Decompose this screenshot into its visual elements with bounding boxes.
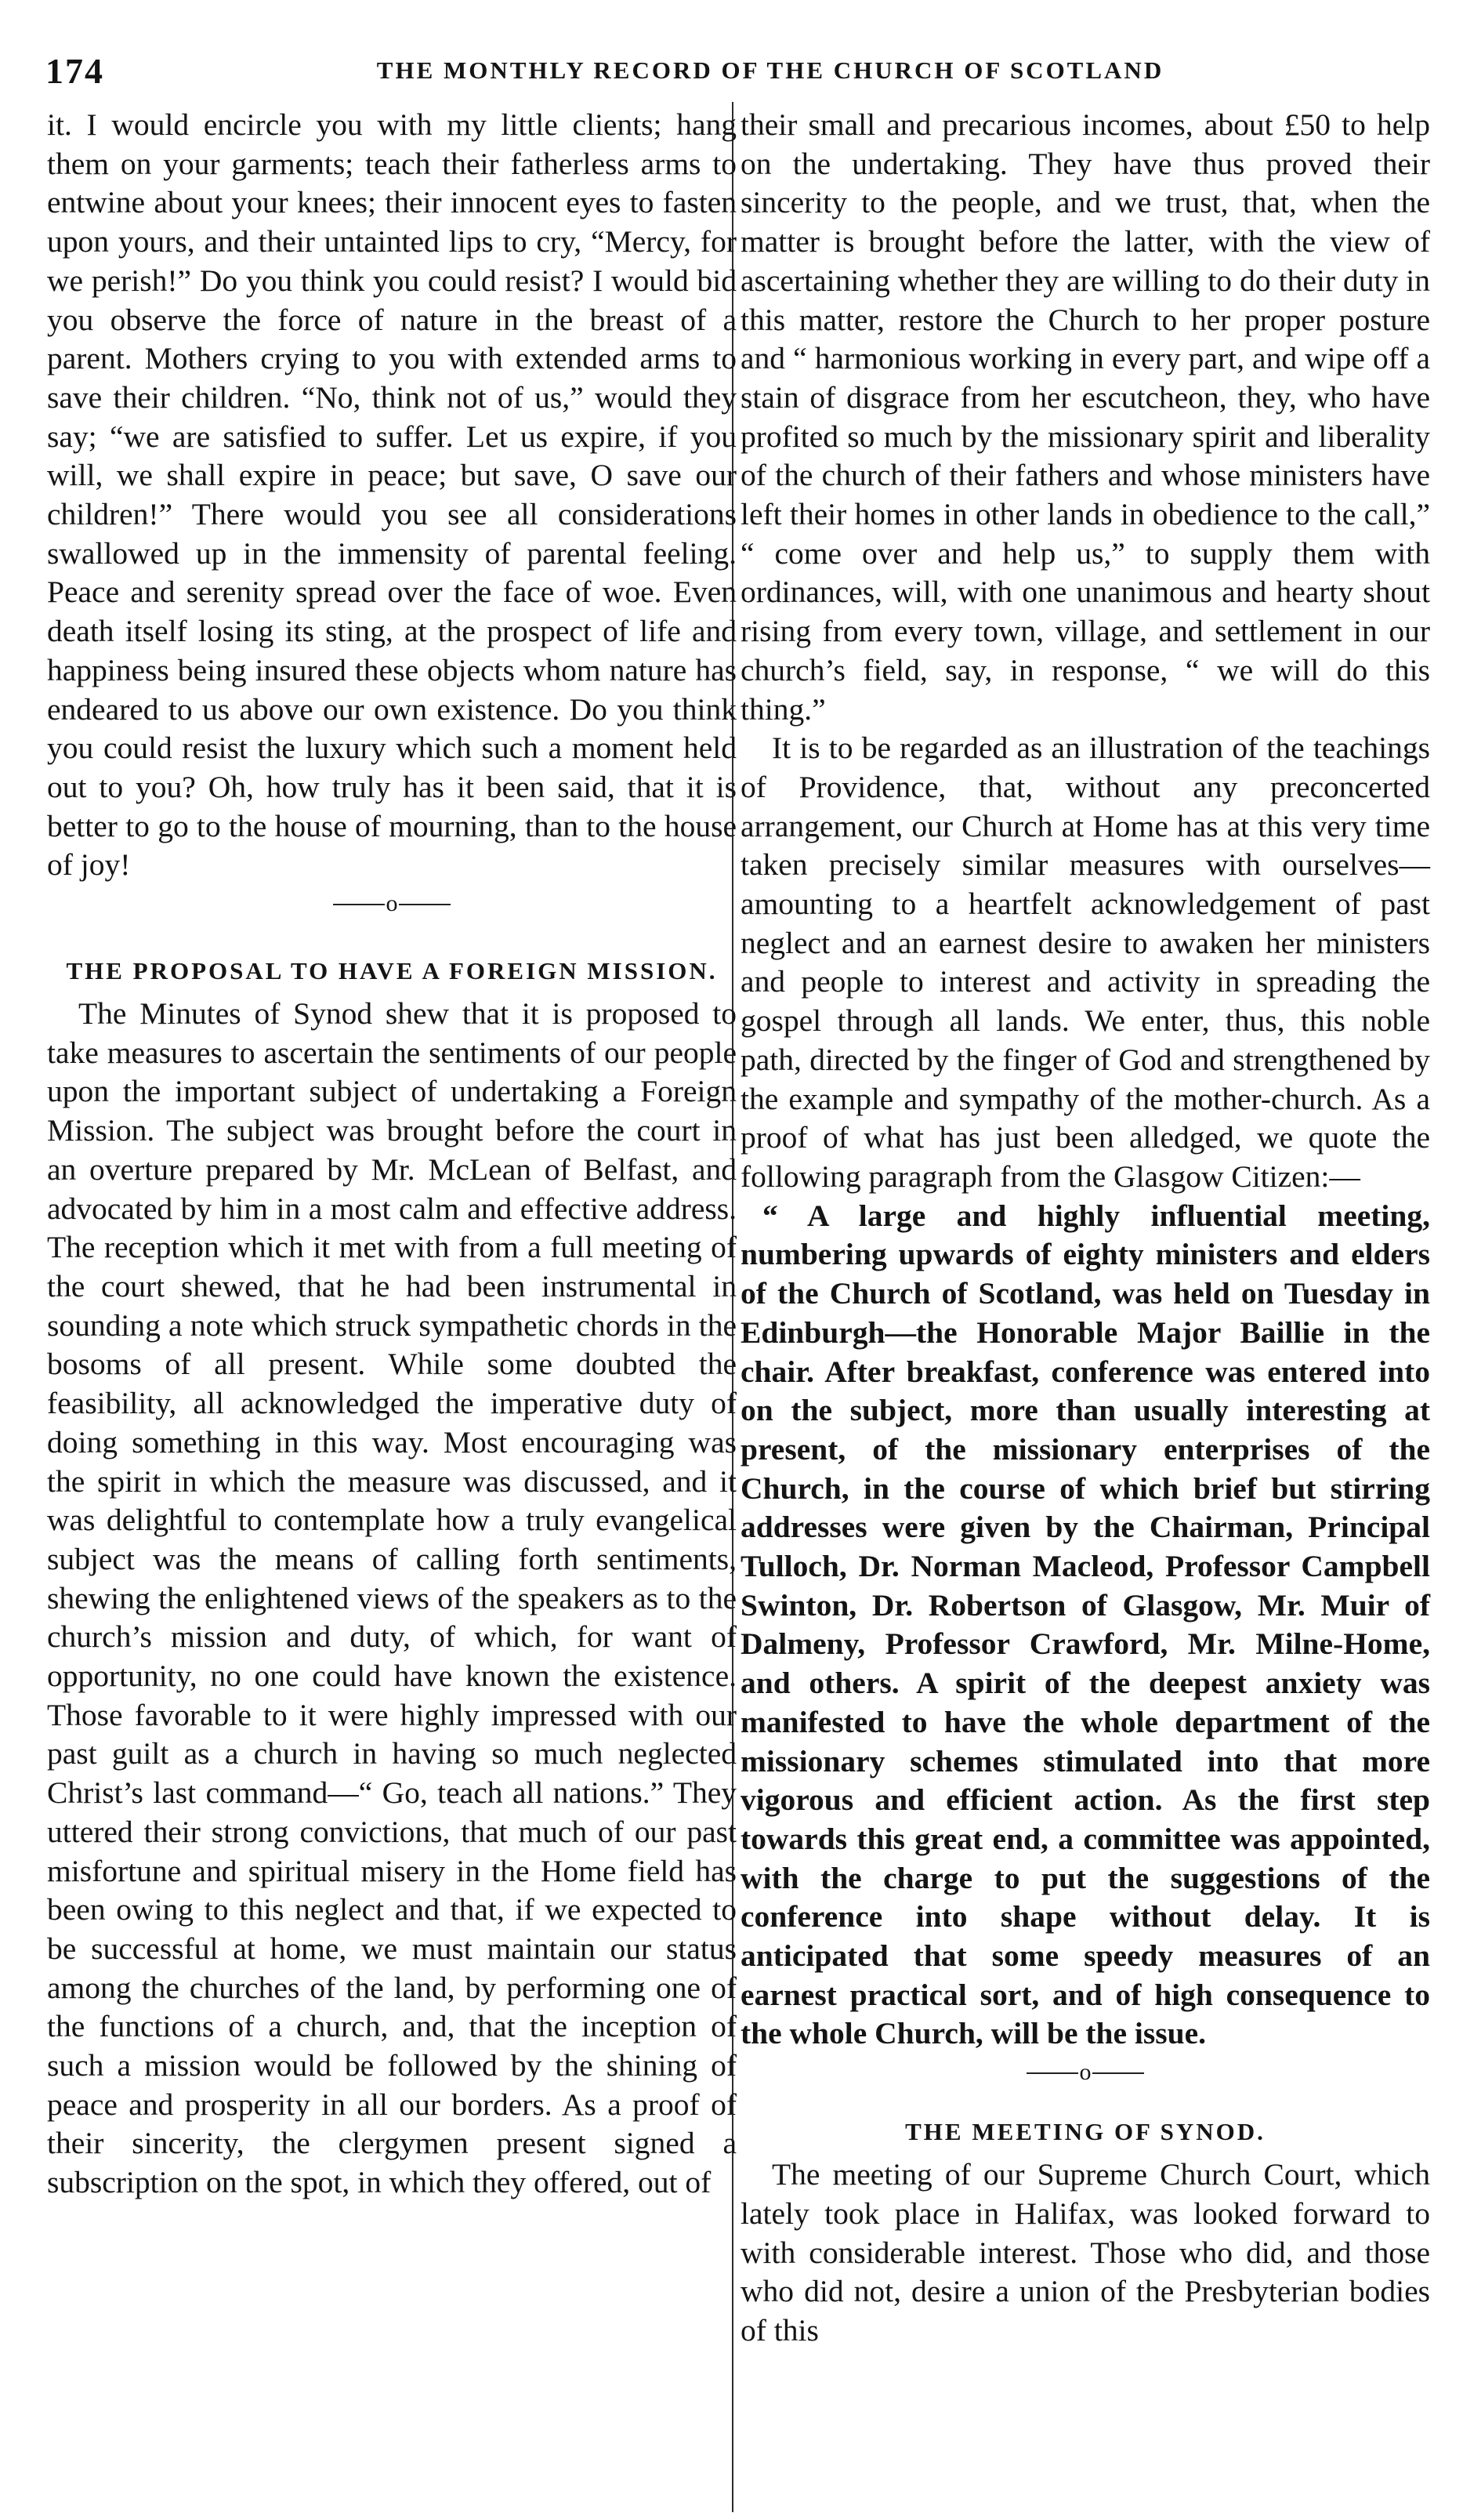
section-heading-foreign-mission: THE PROPOSAL TO HAVE A FOREIGN MISSION. bbox=[66, 957, 718, 985]
section-heading-synod: THE MEETING OF SYNOD. bbox=[905, 2118, 1266, 2146]
left-column bbox=[47, 106, 737, 2203]
section-separator bbox=[47, 885, 737, 932]
continued-paragraph-right: their small and precarious incomes, about £50 to help on the undertaking. They have thus proved their sincerity to the people, and we trust, that, when the matter is brought before the latter, with the view of ascertaining whether they are willing to do their duty in this matter, restore the Church to her proper posture and “ harmonious working in every part, and wipe off a stain of disgrace from her escutcheon, they, who have profited so much by the missionary spirit and liberality of the church of their fathers and whose ministers have left their homes in other lands in obedience to the call,” “ come over and help us,” to supply them with ordinances, will, with one unanimous and hearty shout rising from every town, village, and settlement in our church’s field, say, in response, “ we will do this thing.” bbox=[741, 107, 1430, 727]
running-title: THE MONTHLY RECORD OF THE CHURCH OF SCOTLAND bbox=[376, 56, 1164, 84]
separator-mark: o bbox=[1079, 2059, 1092, 2086]
separator-mark: o bbox=[386, 890, 398, 917]
providence-paragraph: It is to be regarded as an illustration of the teachings of Providence, that, without any preconcerted arrangement, our Church at Home has at this very time taken precisely similar measures with ourselves—amounting to a heartfelt acknowledgement of past neglect and an earnest desire to awaken her ministers and people to interest and activity in spreading the gospel through all lands. We enter, thus, this noble path, directed by the finger of God and strengthened by the example and sympathy of the mother-church. As a proof of what has just been alledged, we quote the following paragraph from the Glasgow Citizen:— bbox=[741, 731, 1430, 1194]
glasgow-citizen-quote: “ A large and highly influential meeting, numbering upwards of eighty ministers and elders of the Church of Scotland, was held on Tuesday in Edinburgh—the Honorable Major Baillie in the chair. After breakfast, conference was entered into on the subject, more than usually interesting at present, of the missionary enterprises of the Church, in the course of which brief but stirring addresses were given by the Chairman, Principal Tulloch, Dr. Norman Macleod, Professor Campbell Swinton, Dr. Robertson of Glasgow, Mr. Muir of Dalmeny, Professor Crawford, Mr. Milne-Home, and others. A spirit of the deepest anxiety was manifested to have the whole department of the missionary schemes stimulated into that more vigorous and efficient action. As the first step towards this great end, a committee was appointed, with the charge to put the suggestions of the conference into shape without delay. It is anticipated that some speedy measures of an earnest practical sort, and of high consequence to the whole Church, will be the issue. bbox=[741, 1198, 1430, 2051]
synod-paragraph: The meeting of our Supreme Church Court, which lately took place in Halifax, was looked forward to with considerable interest. Those who did, and those who did not, desire a union of the Presbyterian bodies of this bbox=[741, 2157, 1430, 2348]
page-number: 174 bbox=[45, 51, 104, 91]
foreign-mission-paragraph: The Minutes of Synod shew that it is proposed to take measures to ascertain the sentiments of our people upon the important subject of undertaking a Foreign Mission. The subject was brought before the court in an overture prepared by Mr. McLean of Belfast, and advocated by him in a most calm and effective address. The reception which it met with from a full meeting of the court shewed, that he had been instrumental in sounding a note which struck sympathetic chords in the bosoms of all present. While some doubted the feasibility, all acknowledged the imperative duty of doing something in this way. Most encouraging was the spirit in which the measure was discussed, and it was delightful to contemplate how a truly evangelical subject was the means of calling forth sentiments, shewing the enlightened views of the speakers as to the church’s mission and duty, of which, for want of opportunity, no one could have known the existence. Those favorable to it were highly impressed with our past guilt as a church in having so much neglected Christ’s last command—“ Go, teach all nations.” They uttered their strong convictions, that much of our past misfortune and spiritual misery in the Home field has been owing to this neglect and that, if we expected to be successful at home, we must maintain our status among the churches of the land, by performing one of the functions of a church, and, that the inception of such a mission would be followed by the shining of peace and prosperity in all our borders. As a proof of their sincerity, the clergymen present signed a subscription on the spot, in which they offered, out of bbox=[47, 996, 737, 2200]
continued-paragraph-left: it. I would encircle you with my little clients; hang them on your garments; teach their fatherless arms to entwine about your knees; their innocent eyes to fasten upon yours, and their untainted lips to cry, “Mercy, for we perish!” Do you think you could resist? I would bid you observe the force of nature in the breast of a parent. Mothers crying to you with extended arms to save their children. “No, think not of us,” would they say; “we are satisfied to suffer. Let us expire, if you will, we shall expire in peace; but save, O save our children!” There would you see all considerations swallowed up in the immensity of parental feeling. Peace and serenity spread over the face of woe. Even death itself losing its sting, at the prospect of life and happiness being insured these objects whom nature has endeared to us above our own existence. Do you think you could resist the luxury which such a moment held out to you? Oh, how truly has it been said, that it is better to go to the house of mourning, than to the house of joy! bbox=[47, 107, 737, 883]
section-separator bbox=[741, 2054, 1430, 2101]
page-header bbox=[45, 50, 1425, 89]
right-column bbox=[741, 106, 1430, 2351]
